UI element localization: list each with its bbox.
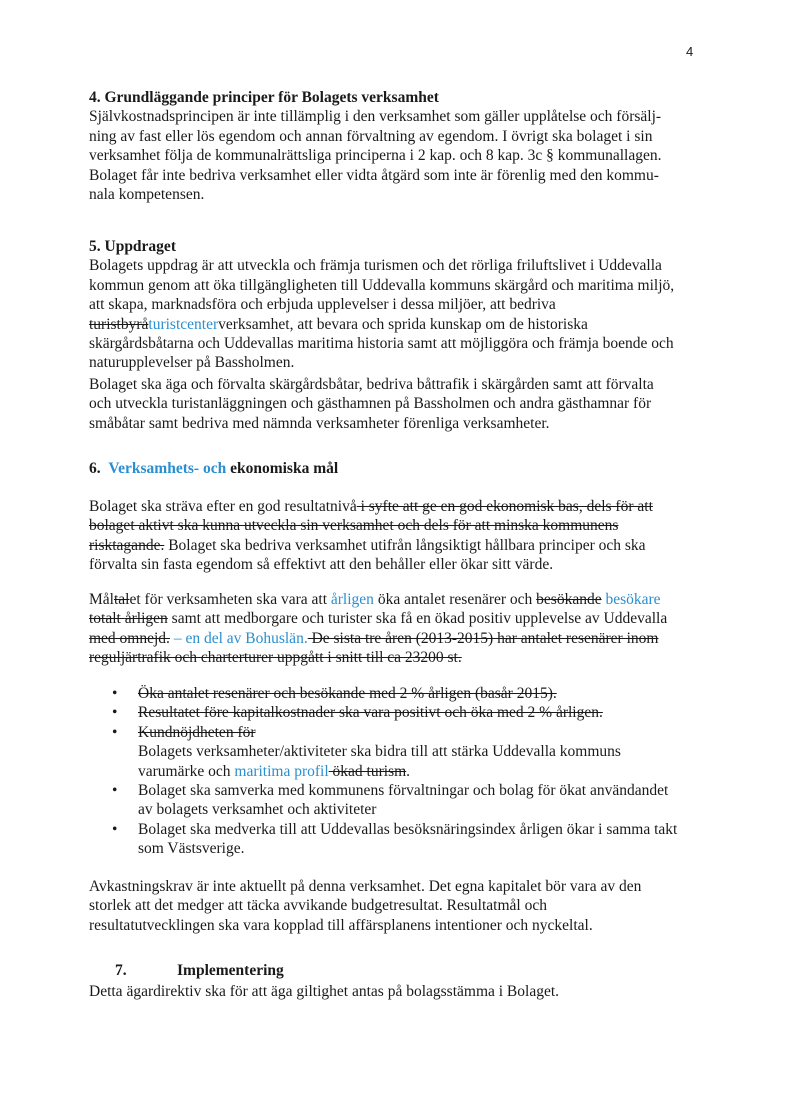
line-text: Bolaget ska medverka till att Uddevallas besöksnäringsindex årligen ökar i samma takt (138, 820, 678, 838)
deleted-text: årligen (124, 610, 168, 628)
line-text: Bolaget ska sträva efter en god resultatnivå (89, 498, 357, 515)
deleted-text: turistbyrå (89, 315, 149, 333)
line-text: öka antalet resenärer och (373, 591, 537, 608)
section-6-number: 6. (89, 460, 101, 477)
list-item (89, 820, 707, 859)
section-6-line: resultatutvecklingen ska vara kopplad till affärsplanens intentioner och nyckeltal. (89, 916, 593, 934)
deleted-text: risktagande. (89, 536, 165, 554)
line-text: Mål (89, 591, 114, 608)
deleted-text: i syfte att ge en god ekonomisk bas, dels för att (356, 498, 653, 515)
line-text: et för verksamheten ska vara att (129, 591, 331, 608)
section-5-line: småbåtar samt bedriva med nämnda verksamheter förenliga verksamheter. (89, 414, 550, 432)
section-5-paragraph-2 (89, 375, 707, 433)
section-6-title: ekonomiska mål (230, 460, 339, 477)
deleted-text: Resultatet före kapitalkostnader ska vara positivt och öka med 2 % årligen. (138, 704, 603, 722)
section-6-line: Avkastningskrav är inte aktuellt på denna verksamhet. Det egna kapitalet bör vara av den (89, 878, 642, 895)
bullet-icon: • (112, 723, 118, 741)
bullet-icon: • (112, 685, 118, 702)
section-6-heading (89, 459, 707, 478)
section-6-paragraph-2 (89, 590, 707, 668)
deleted-text: tal (113, 591, 130, 608)
section-4-line: verksamhet följa de kommunalrättsliga principerna i 2 kap. och 8 kap. 3c § kommunallagen. (89, 147, 662, 165)
deleted-text: Kundnöjdheten för (138, 723, 256, 741)
line-text: av bolagets verksamhet och aktiviteter (138, 801, 377, 819)
inserted-text: Verksamhets- och (108, 460, 227, 477)
section-4-line: Självkostnadsprincipen är inte tillämplig i den verksamhet som gäller upplåtelse och försälj- (89, 108, 662, 126)
deleted-text: Öka antalet resenärer och besökande med 2 % årligen (basår 2015). (138, 685, 557, 702)
bullet-icon: • (112, 782, 118, 800)
section-6-paragraph-3 (89, 877, 707, 935)
section-5-line: att skapa, marknadsföra och erbjuda upplevelser i dessa miljöer, att bedriva (89, 296, 556, 314)
bullet-icon: • (112, 820, 118, 838)
section-5-line: naturupplevelser på Bassholmen. (89, 354, 295, 372)
section-4-heading: 4. Grundläggande principer för Bolagets verksamhet (89, 89, 439, 106)
deleted-text: ökad turism (328, 762, 407, 780)
section-6-line (89, 609, 707, 628)
list-item (89, 723, 707, 781)
line-text: Bolaget ska samverka med kommunens förvaltningar och bolag för ökat användandet (138, 782, 669, 800)
section-5-line: kommun genom att öka tillgängligheten till Uddevalla kommuns skärgård och maritima miljö, (89, 276, 675, 294)
deleted-text: besökande (536, 591, 602, 608)
inserted-text: maritima profil (234, 762, 329, 780)
section-4-line: nala kompetensen. (89, 186, 205, 204)
line-text: samt att medborgare och turister ska få en ökad positiv upplevelse av Uddevalla (167, 610, 668, 628)
section-6-paragraph-1 (89, 497, 707, 575)
list-item (89, 684, 707, 703)
goals-list (89, 684, 707, 859)
deleted-text: reguljärtrafik och charterturer uppgått i snitt till ca 23200 st. (89, 649, 462, 667)
page-number: 4 (686, 44, 694, 59)
section-7-heading (115, 962, 284, 980)
section-5-line: Bolaget ska äga och förvalta skärgårdsbåtar, bedriva båttrafik i skärgården samt att förvalta (89, 376, 654, 393)
section-6-line: förvalta sin fasta egendom så effektivt att den behåller eller ökar sitt värde. (89, 556, 554, 574)
line-text: . (406, 762, 411, 780)
section-7-line: Detta ägardirektiv ska för att äga giltighet antas på bolagsstämma i Bolaget. (89, 983, 560, 1000)
line-text: verksamhet, att bevara och sprida kunskap om de historiska (218, 315, 588, 333)
section-4-line: Bolaget får inte bedriva verksamhet eller vidta åtgärd som inte är förenlig med den kommu- (89, 166, 659, 184)
deleted-text: De sista tre åren (2013-2015) har antalet resenärer inom (307, 629, 659, 647)
section-6-line: storlek att det medger att täcka avvikande budgetresultat. Resultatmål och (89, 897, 547, 915)
section-6-line (89, 536, 707, 555)
deleted-text: totalt (89, 610, 125, 628)
list-item (89, 703, 707, 722)
section-4 (89, 88, 707, 204)
inserted-text: turistcenter (148, 315, 219, 333)
line-text: Bolaget ska bedriva verksamhet utifrån långsiktigt hållbara principer och ska (164, 536, 646, 554)
section-5-heading: 5. Uppdraget (89, 238, 176, 255)
section-5-line: skärgårdsbåtarna och Uddevallas maritima historia samt att möjliggöra och främja boende och (89, 335, 674, 353)
inserted-text: – en del av Bohuslän. (169, 629, 308, 647)
bullet-icon: • (112, 704, 118, 722)
section-5-line (89, 315, 707, 334)
line-text: varumärke och (138, 762, 235, 780)
section-4-line: ning av fast eller lös egendom och annan förvaltning av egendom. I övrigt ska bolaget i sin (89, 127, 653, 145)
inserted-text: årligen (330, 591, 374, 608)
section-7-number: 7. (115, 962, 127, 979)
section-5 (89, 237, 707, 373)
section-6-line (89, 590, 707, 609)
line-text: Bolagets verksamheter/aktiviteter ska bidra till att stärka Uddevalla kommuns (138, 743, 621, 761)
inserted-text: besökare (601, 591, 661, 608)
deleted-text: med omnejd. (89, 629, 170, 647)
section-5-line: och utveckla turistanläggningen och gästhamnen på Bassholmen och andra gästhamnar för (89, 395, 652, 413)
section-6-line (89, 629, 707, 648)
section-6-line (89, 497, 707, 516)
section-5-line: Bolagets uppdrag är att utveckla och främja turismen och det rörliga friluftslivet i Uddevalla (89, 257, 662, 275)
line-text: som Västsverige. (138, 840, 245, 858)
list-item (89, 781, 707, 820)
deleted-text: bolaget aktivt ska kunna utveckla sin verksamhet och dels för att minska kommunens (89, 517, 619, 535)
section-7-title: Implementering (177, 962, 284, 979)
